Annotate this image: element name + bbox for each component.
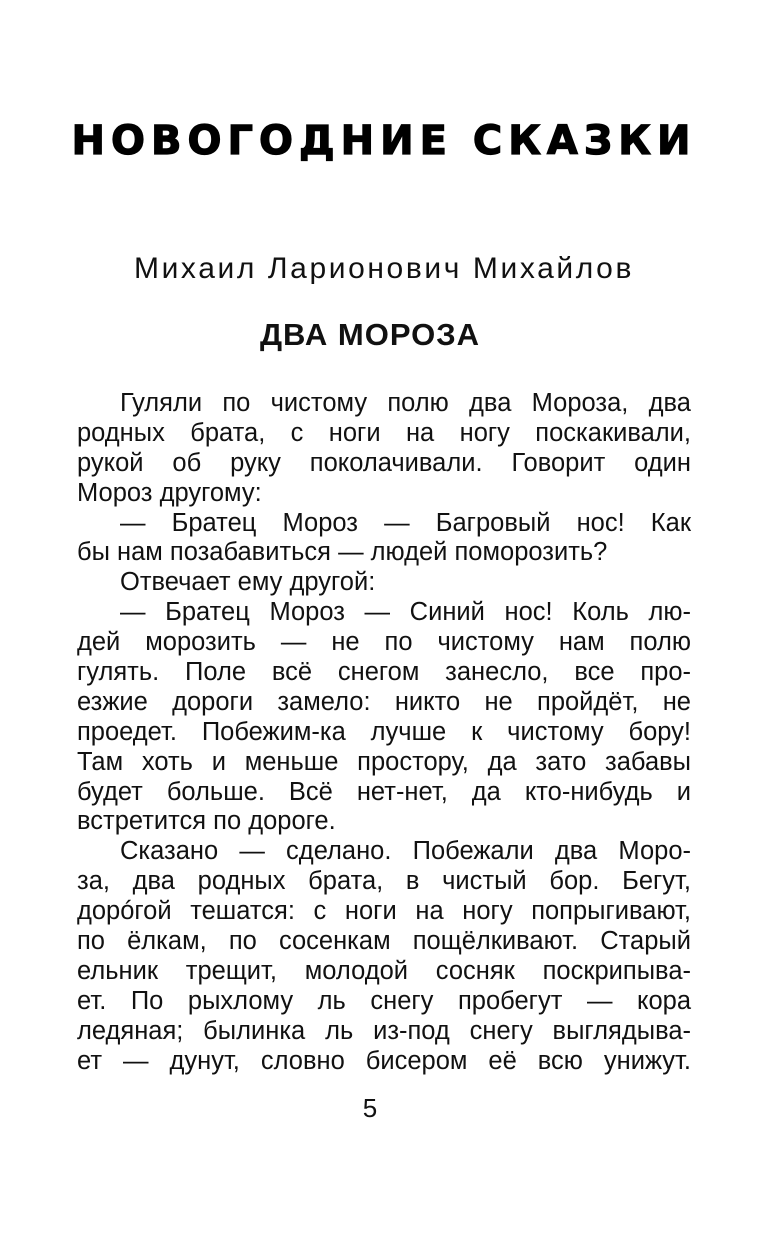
author-name: Михаил Ларионович Михайлов bbox=[133, 252, 635, 285]
text-line: езжие дороги замело: никто не пройдёт, не bbox=[77, 687, 691, 716]
text-line: дорóгой тешатся: с ноги на ногу попрыгивают, bbox=[77, 897, 691, 926]
text-line: — Братец Мороз — Синий нос! Коль лю- bbox=[120, 598, 691, 627]
text-line: встретится по дороге. bbox=[77, 807, 336, 836]
text-line: Мороз другому: bbox=[77, 478, 262, 507]
text-line: Сказано — сделано. Побежали два Моро- bbox=[120, 837, 691, 866]
text-line: рукой об руку поколачивали. Говорит один bbox=[77, 448, 691, 477]
text-line: гулять. Поле всё снегом занесло, все про- bbox=[77, 658, 691, 687]
text-line: ельник трещит, молодой сосняк поскрипыва- bbox=[77, 956, 691, 985]
text-line: за, два родных брата, в чистый бор. Бегут, bbox=[77, 867, 691, 896]
text-line: — Братец Мороз — Багровый нос! Как bbox=[120, 508, 691, 537]
text-line: бы нам позабавиться — людей поморозить? bbox=[77, 538, 608, 567]
text-line: Там хоть и меньше простору, да зато забавы bbox=[77, 747, 691, 776]
text-line: проедет. Побежим-ка лучше к чистому бору! bbox=[77, 717, 691, 746]
text-line: по ёлкам, по сосенкам пощёлкивают. Старый bbox=[77, 927, 691, 956]
text-line: ледяная; былинка ль из-под снегу выглядыва- bbox=[77, 1016, 691, 1045]
story-title: ДВА МОРОЗА bbox=[259, 317, 481, 352]
page-number: 5 bbox=[362, 1093, 378, 1123]
text-line: ет. По рыхлому ль снегу пробегут — кора bbox=[77, 986, 691, 1015]
story-text bbox=[77, 389, 691, 1076]
text-line: дей морозить — не по чистому нам полю bbox=[77, 628, 691, 657]
text-line: родных брата, с ноги на ногу поскакивали, bbox=[77, 418, 691, 447]
text-line: ет — дунут, словно бисером её всю унижут. bbox=[77, 1046, 691, 1075]
text-line: Отвечает ему другой: bbox=[120, 568, 376, 597]
text-line: Гуляли по чистому полю два Мороза, два bbox=[120, 389, 691, 417]
series-title: НОВОГОДНИЕ СКАЗКИ bbox=[71, 118, 697, 164]
text-line: будет больше. Всё нет-нет, да кто-нибудь и bbox=[77, 777, 691, 806]
